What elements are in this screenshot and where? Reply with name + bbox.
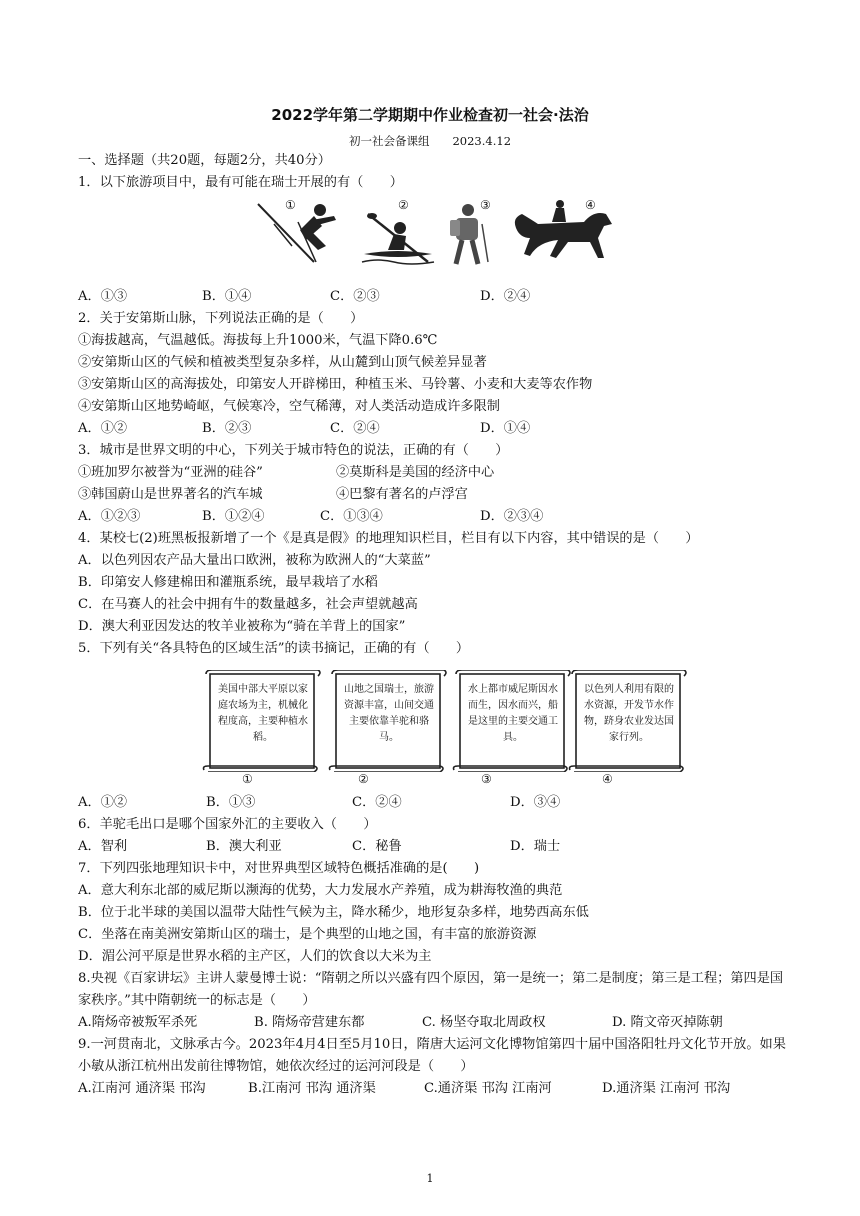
q6-stem: 6．羊驼毛出口是哪个国家外汇的主要收入（ ） [78,817,377,832]
q2-options [78,418,790,440]
q2-stem: 2．关于安第斯山脉，下列说法正确的是（ ） [78,311,364,326]
q5-scroll-3-text: 水上都市威尼斯因水而生，因水而兴，船是这里的主要交通工具。 [468,684,558,743]
q2-item-3: ③安第斯山区的高海拔处，印第安人开辟梯田，种植玉米、马铃薯、小麦和大麦等农作物 [78,377,593,392]
q5-scroll-3-label: ③ [481,772,492,786]
skiing-icon [254,200,349,266]
q2-item-2: ②安第斯山区的气候和植被类型复杂多样，从山麓到山顶气候差异显著 [78,355,487,370]
q8-options [78,1012,790,1034]
q3-stem: 3．城市是世界文明的中心，下列关于城市特色的说法，正确的有（ ） [78,443,509,458]
q7-option-a[interactable]: A．意大利东北部的威尼斯以濒海的优势，大力发展水产养殖，成为耕海牧渔的典范 [78,883,563,898]
q5-option-c[interactable]: C．②④ [352,795,402,810]
q3-item-2: ②莫斯科是美国的经济中心 [336,465,495,480]
q6-option-a[interactable]: A．智利 [78,839,128,854]
q8-option-b[interactable]: B. 隋炀帝营建东都 [254,1015,365,1030]
q9-stem: 9.一河贯南北，文脉承古今。2023年4月4日至5月10日，隋唐大运河文化博物馆第四十届中国洛阳牡丹文化节开放。如果小敏从浙江杭州出发前往博物馆，她依次经过的运河河段是（ ） [78,1037,786,1074]
q5-option-b[interactable]: B．①③ [206,795,256,810]
q1-pic-label-2: ② [398,198,409,212]
q2-option-c[interactable]: C．②④ [330,421,380,436]
q5-scroll-3 [452,670,572,772]
q7-option-b[interactable]: B．位于北半球的美国以温带大陆性气候为主，降水稀少，地形复杂多样，地势西高东低 [78,905,589,920]
q9-option-d[interactable]: D.通济渠 江南河 邗沟 [602,1081,731,1096]
q5-scroll-2-label: ② [358,772,369,786]
q4-option-d[interactable]: D．澳大利亚因发达的牧羊业被称为“骑在羊背上的国家” [78,619,406,634]
q5-scroll-4-text: 以色列人利用有限的水资源，开发节水作物，跻身农业发达国家行列。 [584,684,674,743]
q3-item-1: ①班加罗尔被誉为“亚洲的硅谷” [78,465,263,480]
q5-scroll-4-label: ④ [602,772,613,786]
q3-item-3: ③韩国蔚山是世界著名的汽车城 [78,487,263,502]
q5-scroll-1 [202,670,322,772]
q8-option-d[interactable]: D. 隋文帝灭掉陈朝 [612,1015,723,1030]
q4-option-b[interactable]: B．印第安人修建棉田和灌瓶系统，最早栽培了水稻 [78,575,378,590]
q7-option-d[interactable]: D．湄公河平原是世界水稻的主产区，人们的饮食以大米为主 [78,949,432,964]
q1-option-d[interactable]: D．②④ [480,289,531,304]
q8-stem: 8.央视《百家讲坛》主讲人蒙曼博士说：“隋朝之所以兴盛有四个原因，第一是统一；第二是制度；第三是工程；第四是国家秩序。”其中隋朝统一的标志是（ ） [78,971,784,1008]
page-subtitle: 初一社会备课组 2023.4.12 [348,134,512,148]
q8-option-c[interactable]: C. 杨坚夺取北周政权 [422,1015,546,1030]
q9-option-b[interactable]: B.江南河 邗沟 通济渠 [248,1081,376,1096]
q1-pic-label-1: ① [285,198,296,212]
q9-option-a[interactable]: A.江南河 通济渠 邗沟 [78,1081,206,1096]
q3-items-row-1 [78,462,790,484]
q9-options [78,1078,790,1100]
q1-option-c[interactable]: C．②③ [330,289,380,304]
q5-scroll-1-text: 美国中部大平原以家庭农场为主，机械化程度高，主要种植水稻。 [218,684,308,743]
q7-option-c[interactable]: C．坐落在南美洲安第斯山区的瑞士，是个典型的山地之国，有丰富的旅游资源 [78,927,537,942]
q4-stem: 4．某校七(2)班黑板报新增了一个《是真是假》的地理知识栏目，栏目有以下内容，其中错误的是（ ） [78,531,699,546]
exam-content [78,150,790,1100]
q5-stem: 5．下列有关“各具特色的区域生活”的读书摘记，正确的有（ ） [78,641,470,656]
q3-options [78,506,790,528]
q2-item-4: ④安第斯山区地势崎岖，气候寒冷，空气稀薄，对人类活动造成许多限制 [78,399,500,414]
q2-item-1: ①海拔越高，气温越低。海拔每上升1000米，气温下降0.6℃ [78,333,438,348]
horse-riding-icon [508,198,618,264]
q5-scroll-4 [568,670,688,772]
q3-option-d[interactable]: D．②③④ [480,509,544,524]
rowing-icon [358,210,438,268]
q3-item-4: ④巴黎有著名的卢浮宫 [336,487,468,502]
q4-option-a[interactable]: A．以色列因农产品大量出口欧洲，被称为欧洲人的“大菜蓝” [78,553,431,568]
q1-option-b[interactable]: B．①④ [202,289,252,304]
q9-option-c[interactable]: C.通济渠 邗沟 江南河 [424,1081,552,1096]
q5-options [78,792,790,814]
q5-option-d[interactable]: D．③④ [510,795,561,810]
q8-option-a[interactable]: A.隋炀帝被叛军杀死 [78,1015,198,1030]
q1-stem: 1．以下旅游项目中，最有可能在瑞士开展的有（ ） [78,175,403,190]
q5-scroll-1-label: ① [242,772,253,786]
q6-options [78,836,790,858]
page-title: 2022学年第二学期期中作业检查初一社会·法治 [271,106,589,124]
q3-option-b[interactable]: B．①②④ [202,509,265,524]
q6-option-c[interactable]: C．秘鲁 [352,839,402,854]
q3-items-row-2 [78,484,790,506]
q6-option-d[interactable]: D．瑞士 [510,839,561,854]
q2-option-d[interactable]: D．①④ [480,421,531,436]
q5-option-a[interactable]: A．①② [78,795,128,810]
q1-options [78,286,790,308]
q7-stem: 7．下列四张地理知识卡中，对世界典型区域特色概括准确的是( ) [78,861,480,876]
q5-scroll-2 [328,670,448,772]
q1-option-a[interactable]: A．①③ [78,289,128,304]
page-number: 1 [426,1172,434,1185]
q5-scrolls [78,660,790,792]
q2-option-b[interactable]: B．②③ [202,421,252,436]
q3-option-a[interactable]: A．①②③ [78,509,141,524]
q1-pic-label-4: ④ [585,198,596,212]
q5-scroll-2-text: 山地之国瑞士，旅游资源丰富，山间交通主要依靠羊驼和骆马。 [344,684,434,743]
q4-option-c[interactable]: C．在马赛人的社会中拥有牛的数量越多，社会声望就越高 [78,597,418,612]
q1-pic-label-3: ③ [480,198,491,212]
section-heading: 一、选择题（共20题，每题2分，共40分） [78,153,331,168]
q2-option-a[interactable]: A．①② [78,421,128,436]
q1-pictures [78,194,790,286]
q6-option-b[interactable]: B．澳大利亚 [206,839,282,854]
q3-option-c[interactable]: C．①③④ [320,509,383,524]
